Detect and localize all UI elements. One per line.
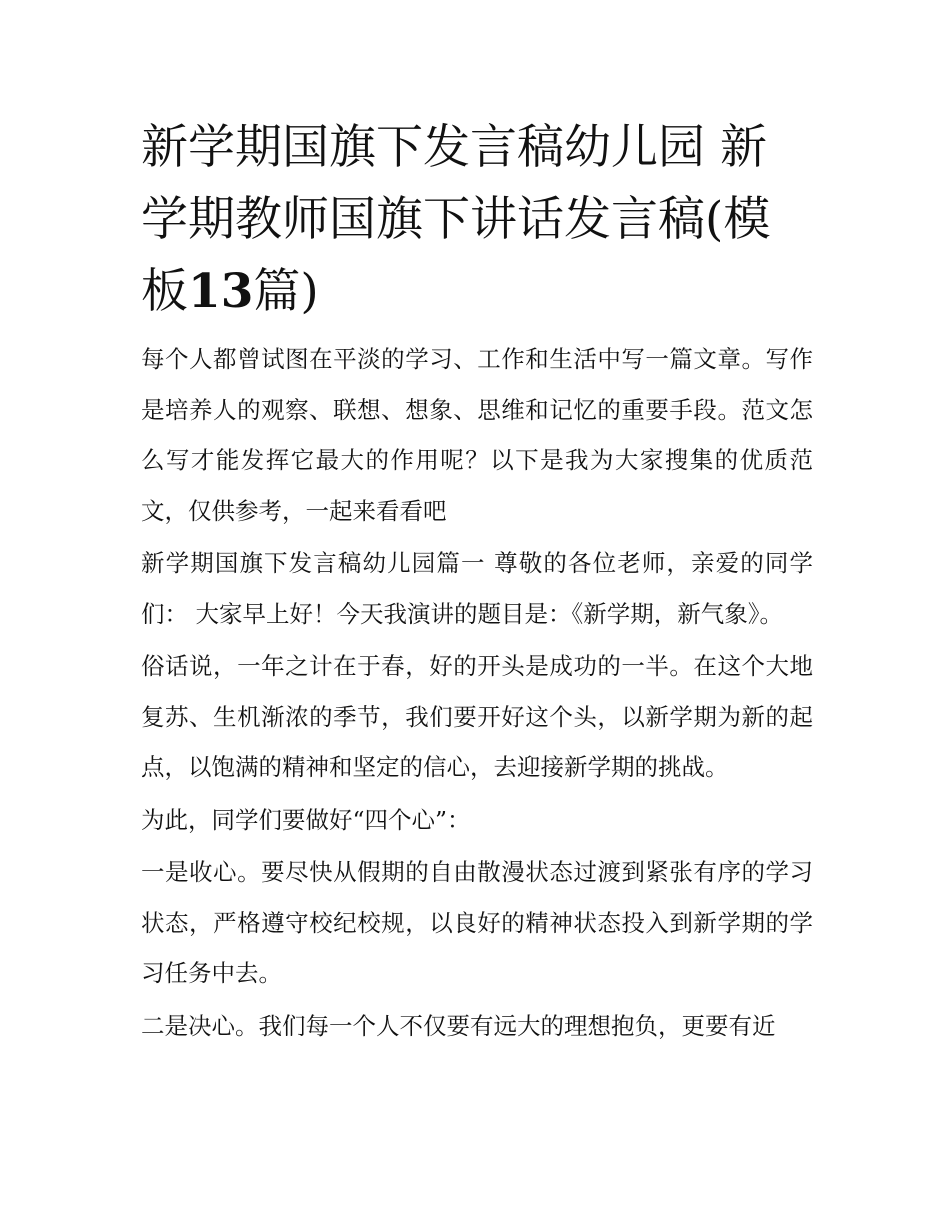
- body-paragraph: 一是收心。要尽快从假期的自由散漫状态过渡到紧张有序的学习状态，严格遵守校纪校规，以良好的精神状态投入到新学期的学习任务中去。: [141, 858, 813, 987]
- intro-paragraph: 每个人都曾试图在平淡的学习、工作和生活中写一篇文章。写作是培养人的观察、联想、想象、思维和记忆的重要手段。范文怎么写才能发挥它最大的作用呢？以下是我为大家搜集的优质范文，仅供参考，一起来看看吧: [141, 345, 813, 525]
- body-paragraph: 俗话说，一年之计在于春，好的开头是成功的一半。在这个大地复苏、生机渐浓的季节，我们要开好这个头，以新学期为新的起点，以饱满的精神和坚定的信心，去迎接新学期的挑战。: [141, 652, 813, 781]
- document-title: 新学期国旗下发言稿幼儿园 新学期教师国旗下讲话发言稿(模板13篇): [141, 120, 771, 319]
- body-paragraph: 二是决心。我们每一个人不仅要有远大的理想抱负，更要有近: [141, 1011, 776, 1040]
- body-paragraph: 为此，同学们要做好“四个心”：: [141, 805, 471, 834]
- document-page: [141, 112, 813, 1053]
- body-paragraph: 新学期国旗下发言稿幼儿园篇一 尊敬的各位老师，亲爱的同学们： 大家早上好！今天我演讲的题目是：《新学期，新气象》。: [141, 549, 813, 628]
